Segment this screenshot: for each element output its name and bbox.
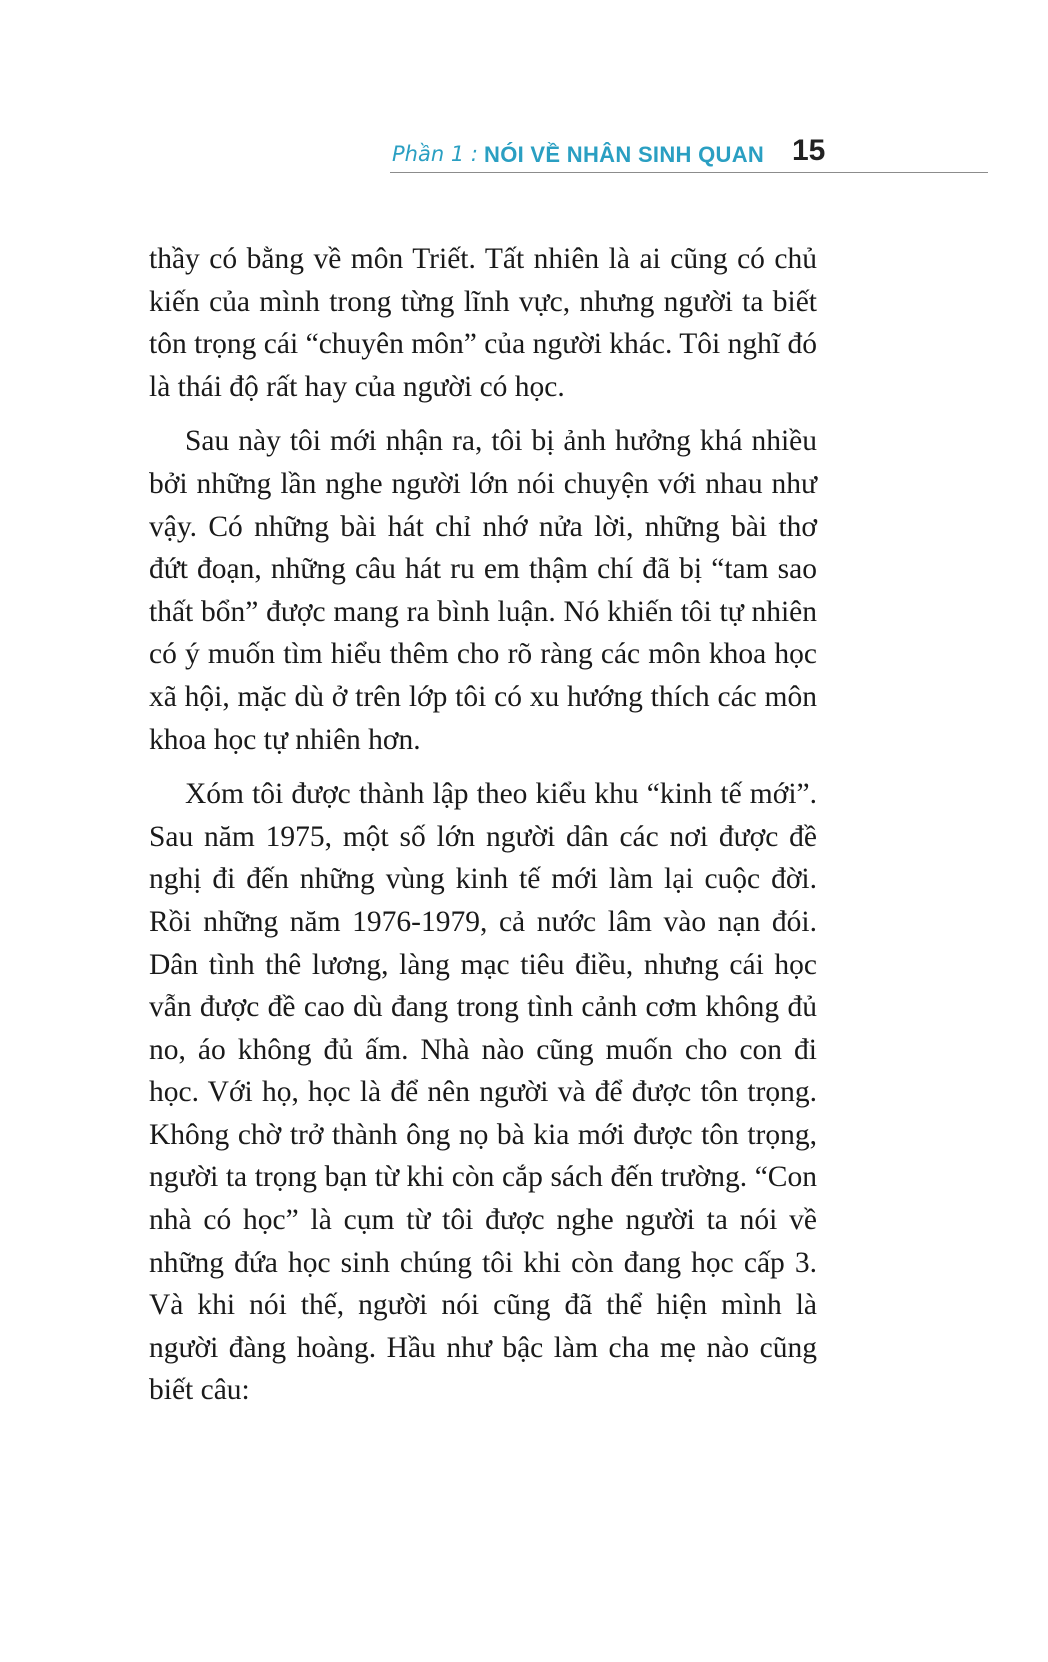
paragraph-continuation: thầy có bằng về môn Triết. Tất nhiên là ai cũng có chủ kiến của mình trong từng lĩnh vực, nhưng người ta biết tôn trọng cái “chuyên môn” của người khác. Tôi nghĩ đó là thái độ rất hay của người có học. [149, 243, 817, 403]
page-number: 15 [792, 134, 826, 167]
paragraph: Xóm tôi được thành lập theo kiểu khu “kinh tế mới”. Sau năm 1975, một số lớn người dân các nơi được đề nghị đi đến những vùng kinh tế mới làm lại cuộc đời. Rồi những năm 1976-1979, cả nước lâm vào nạn đói. Dân tình thê lương, làng mạc tiêu điều, nhưng cái học vẫn được đề cao dù đang trong tình cảnh cơm không đủ no, áo không đủ ấm. Nhà nào cũng muốn cho con đi học. Với họ, học là để nên người và để được tôn trọng. Không chờ trở thành ông nọ bà kia mới được tôn trọng, người ta trọng bạn từ khi còn cắp sách đến trường. “Con nhà có học” là cụm từ tôi được nghe người ta nói về những đứa học sinh chúng tôi khi còn đang học cấp 3. Và khi nói thế, người nói cũng đã thể hiện mình là người đàng hoàng. Hầu như bậc làm cha mẹ nào cũng biết câu: [149, 778, 817, 1407]
part-label: Phần 1 : [392, 142, 478, 166]
body-text [149, 238, 817, 1412]
paragraph: Sau này tôi mới nhận ra, tôi bị ảnh hưởng khá nhiều bởi những lần nghe người lớn nói chuyện với nhau như vậy. Có những bài hát chỉ nhớ nửa lời, những bài thơ đứt đoạn, những câu hát ru em thậm chí đã bị “tam sao thất bổn” được mang ra bình luận. Nó khiến tôi tự nhiên có ý muốn tìm hiểu thêm cho rõ ràng các môn khoa học xã hội, mặc dù ở trên lớp tôi có xu hướng thích các môn khoa học tự nhiên hơn. [149, 425, 817, 756]
chapter-title: NÓI VỀ NHÂN SINH QUAN [484, 142, 765, 167]
header-divider [390, 172, 988, 173]
running-header [390, 132, 990, 172]
